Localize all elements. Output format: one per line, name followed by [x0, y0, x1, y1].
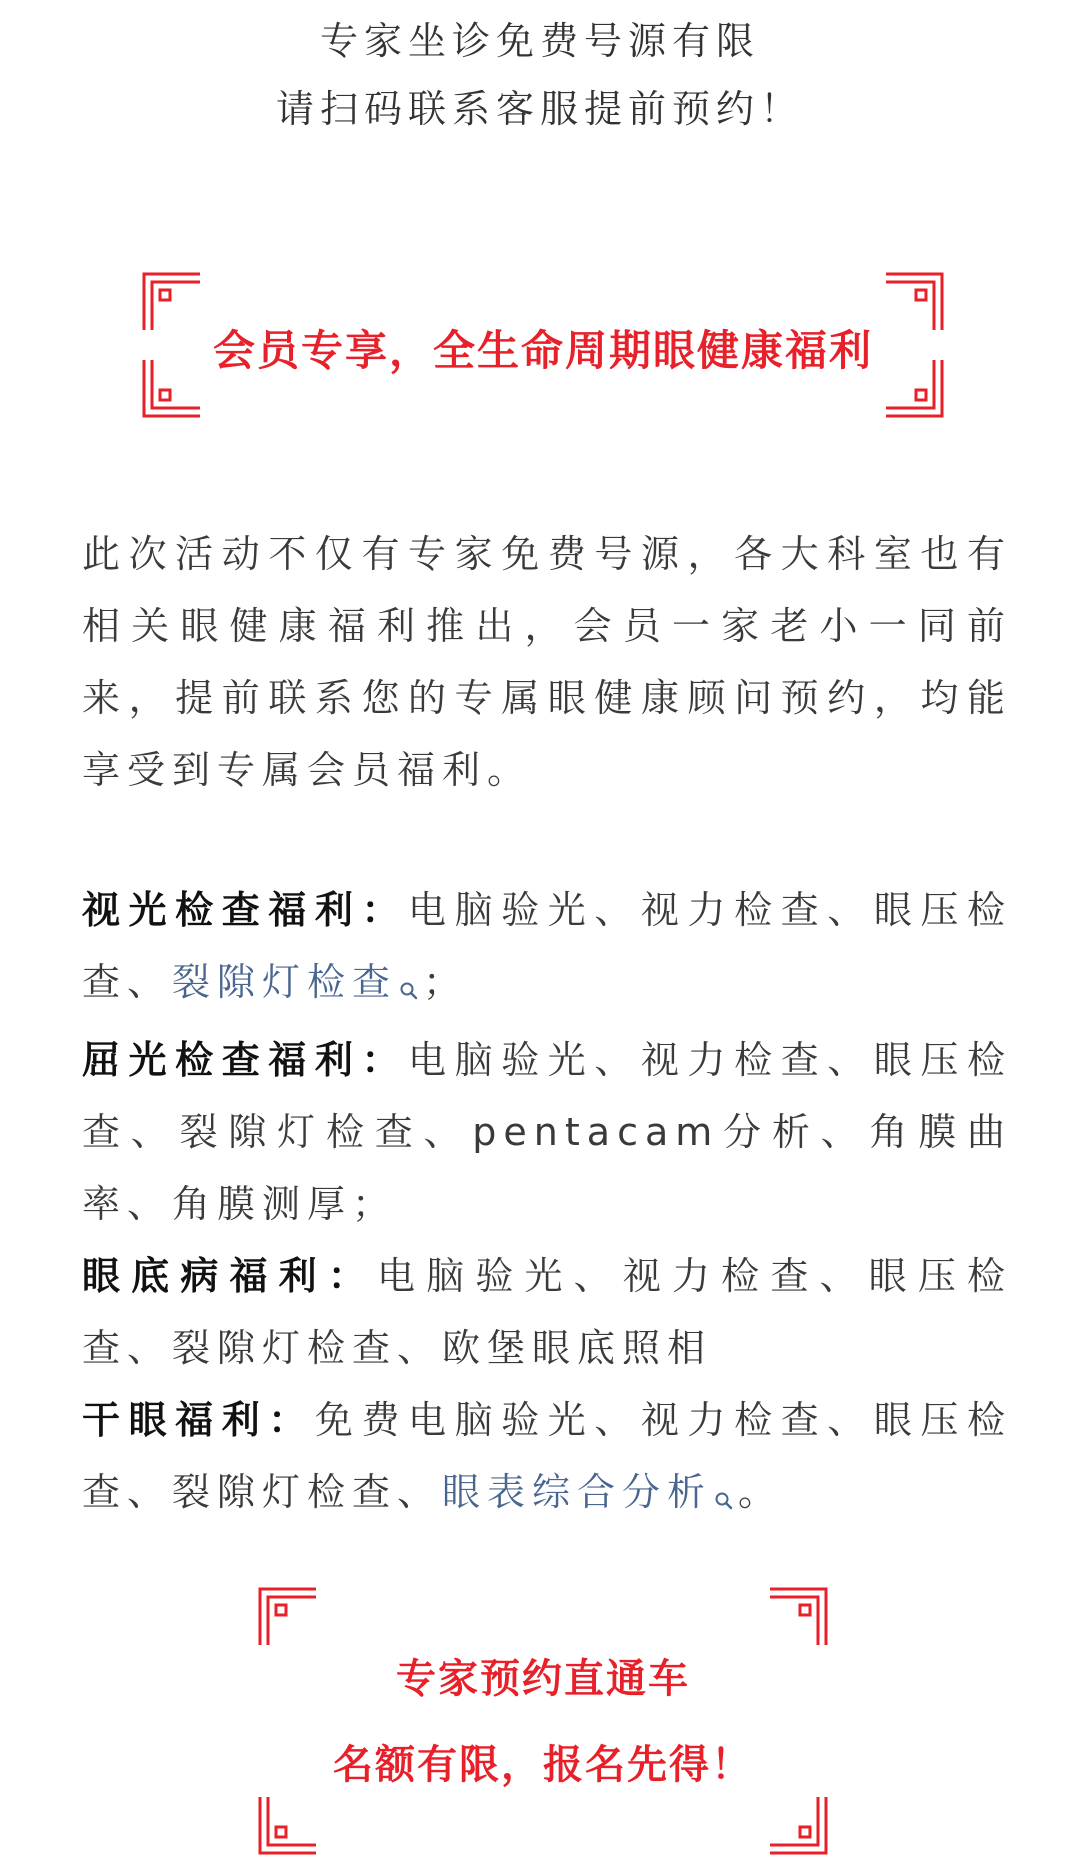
activity-description: 此次活动不仅有专家免费号源，各大科室也有相关眼健康福利推出，会员一家老小一同前来，提前联系您的专属眼健康顾问预约，均能享受到专属会员福利。 — [82, 532, 1012, 792]
corner-ornament-frame — [256, 1585, 830, 1857]
banner-line-2: 名额有限，报名先得！ — [333, 1742, 753, 1788]
banner-line-1: 专家预约直通车 — [396, 1656, 690, 1702]
search-icon[interactable] — [714, 1462, 734, 1534]
benefit-text-fundus: 电脑验光、视力检查、眼压检查、裂隙灯检查、欧堡眼底照相 — [82, 1254, 1012, 1370]
benefit-label-optometry: 视光检查福利： — [82, 888, 409, 932]
benefit-text-dry-eye: 免费电脑验光、视力检查、眼压检查、裂隙灯检查、 — [82, 1398, 1012, 1514]
benefit-optometry — [82, 874, 1012, 1024]
search-icon[interactable] — [399, 952, 419, 1024]
intro-line-2: 请扫码联系客服提前预约！ — [275, 87, 804, 131]
benefits-list — [82, 874, 1012, 1534]
benefit-refraction — [82, 1024, 1012, 1240]
slit-lamp-link[interactable]: 裂隙灯检查 — [172, 960, 398, 1004]
expert-appointment-banner — [256, 1585, 830, 1857]
benefit-label-dry-eye: 干眼福利： — [82, 1398, 315, 1442]
benefit-text-optometry: 电脑验光、视力检查、眼压检查、 — [82, 888, 1012, 1004]
benefit-label-refraction: 屈光检查福利： — [82, 1038, 409, 1082]
benefit-end-optometry: ； — [423, 960, 469, 1004]
intro-line-1: 专家坐诊免费号源有限 — [319, 19, 760, 63]
benefit-text-refraction: 电脑验光、视力检查、眼压检查、裂隙灯检查、pentacam分析、角膜曲率、角膜测厚； — [82, 1038, 1012, 1226]
benefit-end-dry-eye: 。 — [738, 1470, 784, 1514]
ocular-surface-analysis-link[interactable]: 眼表综合分析 — [442, 1470, 713, 1514]
benefit-dry-eye — [82, 1384, 1012, 1534]
banner-title: 会员专享，全生命周期眼健康福利 — [212, 326, 873, 375]
benefit-label-fundus: 眼底病福利： — [82, 1254, 377, 1298]
member-benefit-banner — [140, 270, 946, 420]
benefit-fundus — [82, 1240, 1012, 1384]
